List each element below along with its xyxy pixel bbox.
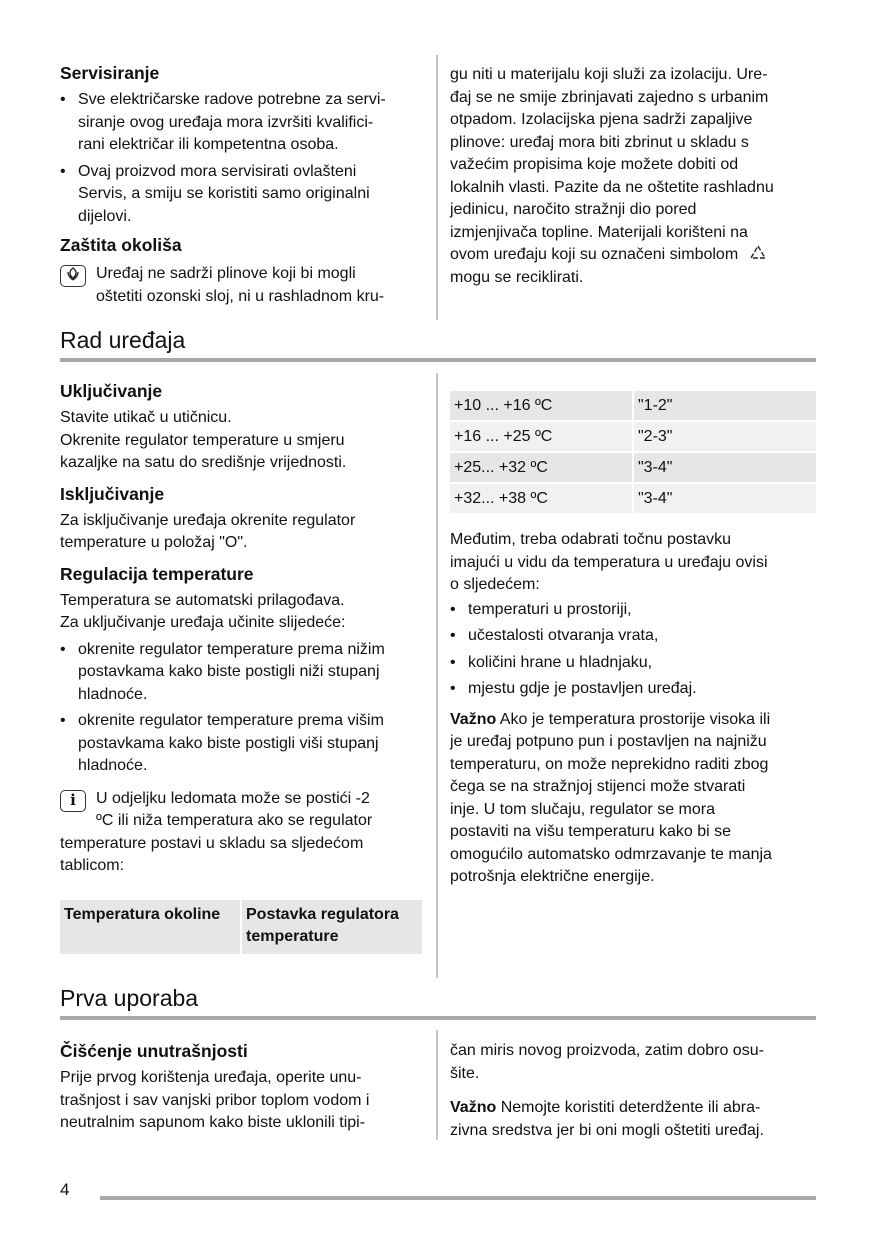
prva-right-column: čan miris novog proizvoda, zatim dobro osu- šite. Važno Nemojte koristiti deterdžente ili abra- zivna sredstva jer bi oni mogli oštetiti uređaj. — [450, 1040, 816, 1142]
table-row: +25... +32 ºC "3-4" — [450, 453, 816, 482]
vazno-paragraph: Važno Ako je temperatura prostorije visoka ili je uređaj potpuno pun i postavljen na najnižu temperaturu, on može neprekidno raditi zbog čega se na stražnjoj stijenci može stvarati inje. U tom slučaju, regulator se mora postaviti na višu temperaturu kako bi se omogućilo automatsko odmrzavanje te manja potrošnja električne energije. — [450, 710, 772, 885]
list-item: • okrenite regulator temperature prema višim postavkama kako biste postigli viši stupanj hladnoće. — [60, 710, 422, 778]
list-item: • količini hrane u hladnjaku, — [450, 652, 816, 675]
column-divider — [436, 1030, 438, 1140]
table-header-cell: Temperatura okoline — [60, 900, 240, 954]
section-title-prva: Prva uporaba — [60, 985, 199, 1011]
table-header-cell: Postavka regulatora temperature — [242, 900, 422, 954]
recycle-icon — [747, 244, 769, 262]
info-icon: i — [60, 790, 86, 812]
rad-left-column: Uključivanje Stavite utikač u utičnicu. Okrenite regulator temperature u smjeru kazaljke na satu do središnje vrijednosti. Isključivanje Za isključivanje uređaja okrenite regulator temperature u položaj "O". Regulacija temperature Temperatura se automatski prilagođava. Za uključivanje uređaja učinite slijedeće: • okrenite regulator temperature prema nižim postavkama kako biste postigli niži stupanj hladnoće. • okrenite regulator temperature prema višim postavkama kako biste postigli viši stupanj hladnoće. i U odjeljku ledomata može se postići -2 ºC ili niža temperatura ako se regulator temperature postavi u skladu sa sljedećom tablicom: Temperatura okoline Postavka regulatora temperature — [60, 380, 422, 954]
list-item: • Sve električarske radove potrebne za servi- siranje ovog uređaja mora izvršiti kvalifici- rani električar ili kompetentna osoba. — [60, 89, 422, 157]
section-rule — [60, 1016, 816, 1020]
zastita-heading: Zaštita okoliša — [60, 235, 182, 255]
list-item: • mjestu gdje je postavljen uređaj. — [450, 678, 816, 701]
table-header — [60, 900, 422, 954]
servisiranje-section — [60, 62, 422, 308]
column-divider — [436, 373, 438, 978]
footer-rule — [100, 1196, 816, 1200]
iskljucivanje-heading: Isključivanje — [60, 483, 165, 504]
environment-icon — [60, 265, 86, 287]
vazno-label: Važno — [450, 710, 497, 728]
servisiranje-list — [60, 89, 422, 228]
medutim-list — [450, 599, 816, 701]
vazno-paragraph: Važno Nemojte koristiti deterdžente ili abra- zivna sredstva jer bi oni mogli oštetiti uređaj. — [450, 1099, 764, 1139]
list-item: • okrenite regulator temperature prema nižim postavkama kako biste postigli niži stupanj hladnoće. — [60, 639, 422, 707]
regulacija-list — [60, 639, 422, 778]
table-row: +10 ... +16 ºC "1-2" — [450, 391, 816, 420]
regulacija-heading: Regulacija temperature — [60, 563, 254, 584]
rad-right-column — [450, 391, 816, 889]
temperature-table — [450, 391, 816, 513]
section-rule — [60, 358, 816, 362]
zastita-note: Uređaj ne sadrži plinove koji bi mogli oštetiti ozonski sloj, ni u rashladnom kru- — [60, 263, 422, 308]
zastita-continued: gu niti u materijalu koji služi za izolaciju. Ure- đaj se ne smije zbrinjavati zajedno s urbanim otpadom. Izolacijska pjena sadrži zapaljive plinove: uređaj mora biti zbrinut u skladu s važećim propisima koje možete dobiti od lokalnih vlasti. Pazite da ne oštetite rashladnu jedinicu, naročito stražnji dio pored izmjenjivača topline. Materijali korišteni na ovom uređaju koji su označeni simbolom mogu se reciklirati. — [450, 66, 774, 286]
section-title-rad: Rad uređaja — [60, 327, 186, 353]
list-item: • temperaturi u prostoriji, — [450, 599, 816, 622]
column-divider — [436, 55, 438, 320]
prva-left-column: Čišćenje unutrašnjosti Prije prvog korištenja uređaja, operite unu- trašnjost i sav vanjski pribor toplom vodom i neutralnim sapunom kako biste uklonili tipi- — [60, 1040, 422, 1135]
medutim-paragraph: Međutim, treba odabrati točnu postavku imajući u vidu da temperatura u uređaju ovisi o sljedećem: — [450, 531, 768, 593]
ukljucivanje-heading: Uključivanje — [60, 381, 163, 401]
ciscenje-heading: Čišćenje unutrašnjosti — [60, 1041, 248, 1061]
page-number: 4 — [60, 1180, 70, 1199]
table-row: +16 ... +25 ºC "2-3" — [450, 422, 816, 451]
info-note: i U odjeljku ledomata može se postići -2 ºC ili niža temperatura ako se regulator temperature postavi u skladu sa sljedećom tablicom: — [60, 789, 373, 874]
list-item: • učestalosti otvaranja vrata, — [450, 625, 816, 648]
servisiranje-heading: Servisiranje — [60, 63, 160, 83]
vazno-label: Važno — [450, 1099, 497, 1116]
list-item: • Ovaj proizvod mora servisirati ovlašteni Servis, a smiju se koristiti samo originalni dijelovi. — [60, 161, 422, 229]
table-row: +32... +38 ºC "3-4" — [450, 484, 816, 513]
